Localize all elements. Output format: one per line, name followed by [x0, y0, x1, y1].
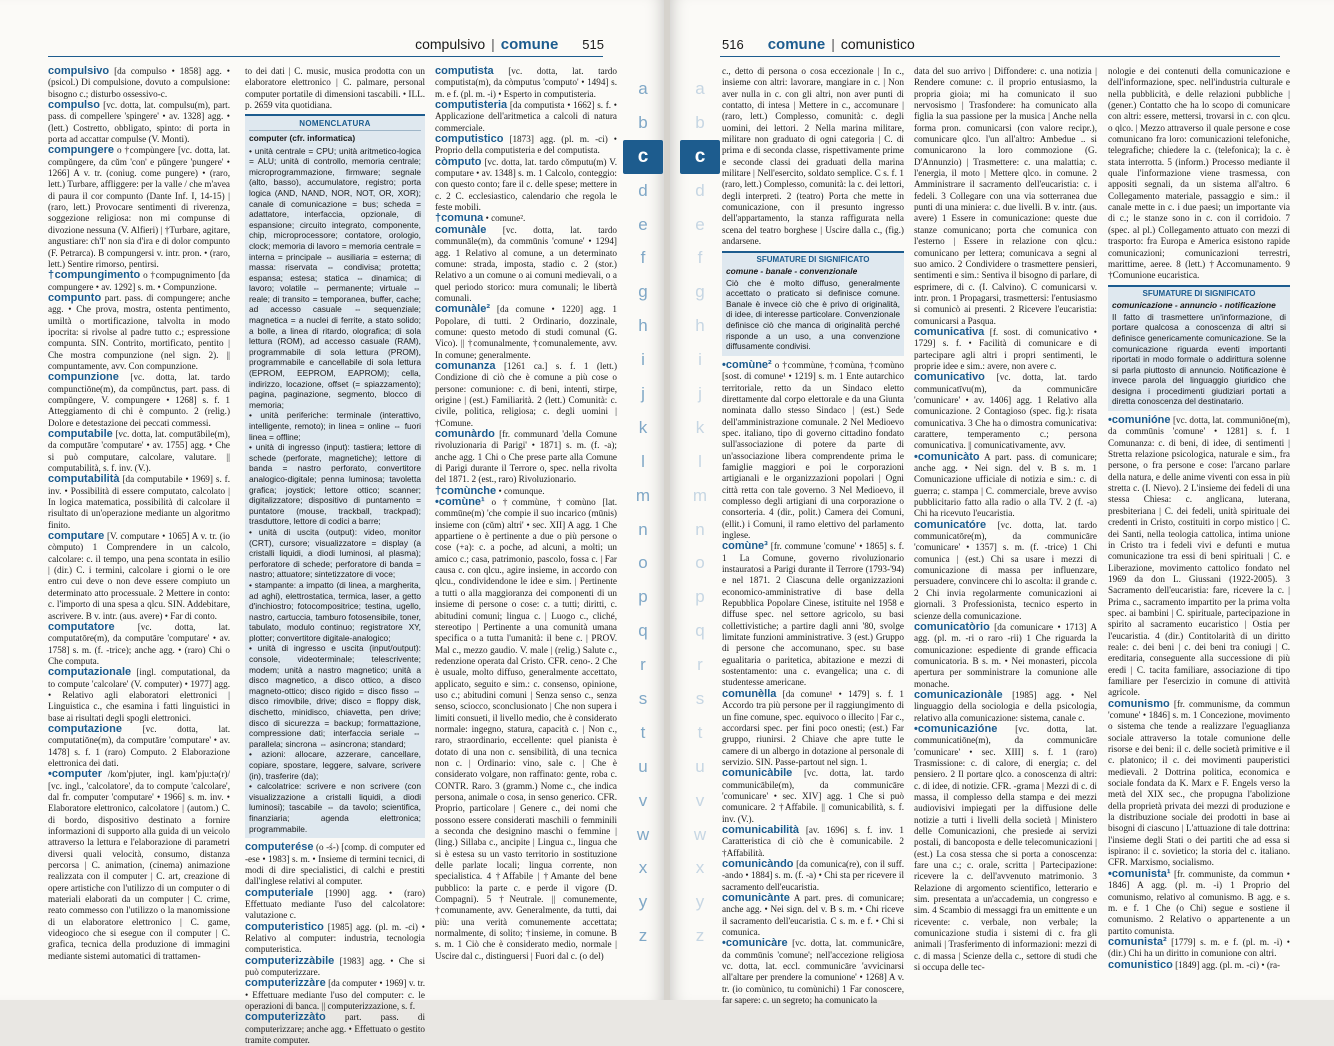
nuance-box	[722, 251, 904, 356]
entry-headword: compunto	[48, 291, 102, 304]
thumb-letter-c[interactable]: c	[680, 140, 720, 174]
thumb-letter-r[interactable]: r	[640, 655, 646, 675]
dictionary-entry	[48, 372, 230, 429]
page-number: 516	[722, 37, 744, 52]
dictionary-entry	[1108, 937, 1290, 960]
entry-headword: compulso	[48, 99, 100, 112]
thumb-letter-c[interactable]: c	[623, 140, 663, 174]
entry-headword: •comunicazióne	[914, 722, 998, 735]
thumb-letter-g[interactable]: g	[695, 282, 705, 302]
entry-headword: computeriale	[245, 886, 314, 899]
thumb-index	[623, 72, 663, 953]
thumb-letter-m[interactable]: m	[635, 485, 651, 505]
entry-headword: computeristico	[245, 920, 324, 933]
thumb-letter-s[interactable]: s	[695, 689, 705, 709]
column-1	[722, 66, 905, 1006]
entry-definition: [da compulso • 1858] agg. • (psicol.) Di compulsione, dovuto a compulsione: bisogno c.; disturbo ossessivo-c.	[48, 66, 231, 99]
dictionary-entry	[48, 270, 230, 293]
dictionary-entry	[435, 497, 617, 962]
dictionary-entry	[48, 724, 230, 769]
thumb-letter-l[interactable]: l	[698, 451, 702, 471]
entry-headword: †comùnche	[435, 484, 497, 497]
entry-definition: [ingl. computational, da to compute 'calcolare' (V. computer) • 1977] agg. • Relativo agli elaboratori elettronici | Linguistica c., che esamina i fatti linguistici in base ai risultati degli spogli elettronici.	[48, 667, 230, 723]
thumb-letter-h[interactable]: h	[638, 316, 648, 336]
thumb-letter-a[interactable]: a	[638, 79, 648, 98]
header-rule	[720, 56, 1280, 57]
dictionary-entry	[914, 327, 1097, 372]
entry-headword: comunicabilità	[722, 823, 800, 836]
nomenclature-item: • calcolatrice: scrivere e non scrivere (con visualizzazione a cristalli liquidi, a diodi luminosi); tascabile ⇔ da tavolo; scientifica, finanziaria; agenda elettronica; programmabile.	[249, 781, 421, 834]
box-subtitle: computer (cfr. informatica)	[249, 132, 356, 143]
nomenclature-item: • unità periferiche: terminale (interattivo, intelligente, remoto); in linea = online ⇔ fuori linea = offline;	[249, 410, 421, 442]
entry-continuation: c., detto di persona o cosa eccezionale | In c., insieme con altri: lavorare, mangiare in c. | Non aver nulla in c. con gli altri, non aver punti di contatto, di intesa | Mettere in c., accomunare | (raro, lett.) Complesso, comunità: c. degli uomini, dei lettori. 2 Nella marina militare, militare non graduato di ogni categoria | C. di prima e di seconda classe, rispettivamente prime e seconde classi dei graduati della marina militare | Nell'esercito, soldato semplice. C s. f. 1 (raro, lett.) Complesso, comunità: la c. dei lettori, degli interpreti. 2 (teatro) Porta che mette in comunicazione, con il presunto ingresso dell'appartamento, la stanza raffigurata nella scena del teatro borghese | Uscire dalla c., (fig.) andarsene.	[722, 66, 904, 247]
box-title: NOMENCLATURA	[249, 119, 421, 131]
thumb-letter-y[interactable]: y	[695, 892, 705, 912]
thumb-letter-v[interactable]: v	[638, 790, 648, 810]
entry-headword: computatore	[48, 620, 115, 633]
entry-continuation: nologie e dei contenuti della comunicazione e dell'informazione, spec. nell'industria culturale e nella pubblicità, e delle relazioni pubbliche | (gener.) Contatto che ha lo scopo di comunicare con altri: essere, mettersi, trovarsi in c. con qlcu. o qlco. | Mezzo attraverso il quale persone e cose comunicano fra loro: comunicazioni telefoniche, telegrafiche; chiedere la c. (telefonica); la c. è stata interrotta. 5 (inform.) Processo mediante il quale l'informazione viene trasmessa, con appositi segnali, da un sistema all'altro. 6 Collegamento materiale, passaggio e sim.: il canale mette in c. i due paesi; un importante via di c.; le stanze sono in c. con il corridoio. 7 (spec. al pl.) Collegamento attuato con mezzi di trasporto: fra Europa e America esistono rapide comunicazioni; comunicazioni terrestri, marittime, aeree. 8 (lett.) †Accomunamento. 9 †Comunione eucaristica.	[1108, 66, 1290, 281]
thumb-letter-x[interactable]: x	[638, 858, 648, 878]
entry-headword: comunèlla	[722, 687, 777, 700]
entry-headword: computerése	[245, 841, 314, 854]
thumb-letter-d[interactable]: d	[638, 180, 648, 200]
entry-definition: [fr. communisme, da commun 'comune' • 1846] s. m. 1 Concezione, movimento o sistema che tende a realizzare l'eguaglianza sociale attraverso la totale comunione delle risorse e dei beni: il c. delle società primitive e il c. platonico; il c. dei movimenti pauperistici medievali. 2 Dottrina politica, economica e sociale fondata da K. Marx e F. Engels verso la metà del XIX sec., che propugna l'abolizione della proprietà privata dei mezzi di produzione e la distribuzione sociale dei prodotti in base ai bisogni di ciascuno | L'attuazione di tale dottrina: l'insieme degli Stati o dei partiti che ad essa si ispirano: il c. sovietico; la storia del c. italiano. CFR. Marxismo, socialismo.	[1108, 698, 1291, 868]
page-number: 515	[582, 37, 604, 52]
thumb-letter-d[interactable]: d	[695, 180, 705, 200]
thumb-letter-q[interactable]: q	[638, 621, 648, 641]
entry-headword: comùne³	[722, 540, 768, 553]
entry-headword: computisteria	[435, 99, 508, 112]
thumb-letter-n[interactable]: n	[638, 519, 648, 539]
dictionary-entry	[914, 372, 1097, 451]
entry-definition: [vc. dotta, lat. compulsu(m), part. pass. di compellere 'spingere' • av. 1328] agg. • (lett.) Costretto, obbligato, spinto: di porta in porta ad accattar compulse (V. Monti).	[48, 100, 231, 145]
entry-definition: [1261 ca.] s. f. 1 (lett.) Condizione di ciò che è comune a più cose o persone: comunione: c. di beni, intenti, stirpe, origine | (est.) Familiarità. 2 (lett.) Comunità: c. civile, politica, religiosa; c. degli uomini | †Comune.	[435, 360, 618, 428]
entry-headword: compungere	[48, 144, 115, 157]
box-text: Ciò che è molto diffuso, generalmente accettato o praticato si definisce comune. Banale è invece ciò che è privo di originalità, di idee, di interesse particolare. Convenzionale definisce ciò che manca di originalità perché risponde a un uso, a una convenzione diffusamente condivisi.	[726, 277, 900, 352]
dictionary-entry	[48, 100, 230, 145]
dictionary-entry	[722, 938, 904, 1006]
box-subtitle: comunicazione - annuncio - notificazione	[1112, 300, 1276, 311]
entry-headword: †compungimento	[48, 269, 141, 282]
nuance-box	[1108, 285, 1290, 412]
entry-headword: compulsivo	[48, 65, 110, 77]
dictionary-entry	[435, 100, 617, 134]
dictionary-entry	[48, 622, 230, 667]
dictionary-entry	[722, 825, 904, 859]
entry-headword: •comunicàto	[914, 450, 980, 463]
dictionary-entry	[722, 768, 904, 825]
entry-headword: comunanza	[435, 359, 496, 372]
nomenclature-item: • unità di ingresso (input): tastiera; lettore di schede (perforate, magnetiche); lettore di banda = nastro perforato, convertitore analogico-digitale; penna luminosa; tavoletta grafica; joystick; lettore ottico; scanner; digitalizzatore; dispositivo di puntamento = puntatore (mouse, trackball, trackpad); trasduttore, lettore di codici a barre;	[249, 442, 421, 527]
dictionary-entry	[1108, 415, 1290, 699]
entry-headword: comunicativo	[914, 371, 985, 384]
entry-definition: [vc. dotta, lat. computatōre(m), da computāre 'computare' • av. 1758] s. m. (f. -trice); anche agg. • (raro) Chi o Che computa.	[48, 621, 230, 666]
entry-definition: [fr. commune 'comune' • 1865] s. f. 1 La Comune, governo rivoluzionario instauratosi a Parigi durante il Terrore (1793-'94) e nel 1871. 2 Ciascuna delle organizzazioni economico-amministrative di base della Repubblica Popolare Cinese, istituite nel 1958 e diffuse spec. nel settore agricolo, su basi collettivistiche; a partire dagli anni '80, svolge limitate funzioni amministrative. 3 (est.) Gruppo di persone che accomunano, spec. su base egualitaria o paritetica, abitazione e mezzi di sostentamento: una c. evangelica; una c. di studentesse americane.	[722, 541, 904, 688]
thumb-letter-y[interactable]: y	[638, 892, 648, 912]
entry-definition: [vc. dotta, lat. computatiōne(m), da computāre 'computare' • av. 1478] s. f. 1 (raro) Computo. 2 Elaborazione elettronica dei dati.	[48, 723, 230, 768]
entry-definition: [av. 1696] s. f. inv. 1 Caratteristica di ciò che è comunicabile. 2 †Affabilità.	[722, 824, 904, 858]
guide-separator: |	[491, 36, 495, 52]
dictionary-entry	[48, 769, 230, 962]
dictionary-entry	[48, 474, 230, 531]
entry-headword: comunicatòrio	[914, 620, 990, 633]
dictionary-entry	[435, 134, 617, 157]
dictionary-entry	[48, 145, 230, 270]
entry-headword: computistico	[435, 133, 504, 146]
entry-definition: [vc. dotta, lat. communiōne(m), da commūnis 'comune' • 1281] s. f. 1 Comunanza: c. di beni, di idee, di sentimenti | Stretta relazione psicologica, naturale e sim., fra persone, o fra persone e cose: l'arcano parlare della natura, e delle anime viventi con essa in più stretta c. (I. Nievo). 2 L'insieme dei fedeli di una stessa Chiesa: c. anglicana, luterana, presbiteriana | C. dei fedeli, unità spirituale dei credenti in Cristo, costituiti in corpo mistico | C. dei Santi, nella teologia cattolica, intima unione in Cristo tra i fedeli vivi e defunti e mutua comunicazione tra essi di beni spirituali | C. e Liberazione, movimento cattolico fondato nel 1969 da don L. Giussani (1922-2005). 3 Sacramento dell'eucaristia: fare, ricevere la c. | Prima c., sacramento impartito per la prima volta spec. ai bambini | C. spirituale, partecipazione in spirito al sacramento eucaristico | Ostia per l'eucaristia. 4 (dir.) Contitolarità di un diritto reale: c. dei beni | c. dei beni tra coniugi | C. ereditaria, conseguente alla successione di più eredi | C. tacita familiare, associazione di tipo familiare per l'esercizio in comune di attività agricole.	[1108, 415, 1290, 698]
column-2	[245, 66, 426, 1045]
entry-headword: computerizzàto	[245, 1011, 326, 1024]
thumb-letter-e[interactable]: e	[695, 214, 705, 234]
entry-definition: [vc. dotta, lat. communicāre, da commūnis 'comune'; nell'accezione religiosa vc. dotta, lat. eccl. communicāre 'avvicinarsi all'altare per prendere la comunione' • 1268] A v. tr. (io comùnico, tu comùnichi) 1 Far conoscere, far sapere: c. un segreto; ha comunicato la	[722, 938, 904, 1006]
nomenclature-item: • unità di uscita (output): video, monitor (CRT), cursore; visualizzatore = display (a cristalli liquidi, a diodi luminosi, al plasma); perforatore di schede; perforatore di banda = nastro; attuatore; sintetizzatore di voce;	[249, 526, 421, 580]
dictionary-entry	[914, 452, 1097, 520]
guide-separator: |	[831, 36, 835, 52]
entry-headword: comunistico	[1108, 958, 1173, 971]
entry-definition: [1779] s. m. e f. (pl. m. -i) • (dir.) Chi ha un diritto in comunione con altri.	[1108, 936, 1291, 959]
entry-definition: [vc. dotta, lat. communicatiōne(m), da communicāre 'comunicare' • sec. XIII] s. f. 1 (raro) Trasmissione: c. di calore, di energia; c. del pensiero. 2 Il portare qlco. a conoscenza di altri: c. di idee, di notizie. CFR. -grama | Mezzi di c. di massa, il complesso della stampa e dei mezzi audiovisivi impiegati per la diffusione delle notizie a tutti i livelli della società | Ministero delle Comunicazioni, che presiede ai servizi postali, di bancoposta e delle telecomunicazioni | (est.) La cosa stessa che si porta a conoscenza: fare una c.; c. orale, scritta | Partecipazione: ricevere la c. dell'avvenuto matrimonio. 3 Relazione di argomento scientifico, letterario e sim. presentata a un'accademia, un congresso e sim. 4 Scambio di messaggi fra un emittente e un ricevente: c. verbale, non verbale; la comunicazione studia i sistemi di c. fra gli animali | Trasferimento di informazioni: mezzi di c. di massa | Scienze della c., settore di studi che si occupa delle tec-	[914, 723, 1097, 973]
entry-headword: comunàle	[435, 223, 487, 236]
entry-definition: (o -ś-) [comp. di computer ed -ese • 1983] s. m. • Insieme di termini tecnici, di modi di dire specialistici, di calchi e prestiti dall'inglese relativi al computer.	[245, 842, 425, 887]
entry-definition: [da comune • 1220] agg. 1 Popolare, di tutti. 2 Ordinario, dozzinale, comune: questo metodo di studi comunal (G. Vico). || †comunalmente, †comunalemente, avv. In comune; generalmente.	[435, 304, 618, 360]
entry-definition: [1873] agg. (pl. m. -ci) • Proprio della computisteria e del computista.	[435, 134, 618, 156]
thumb-letter-u[interactable]: u	[695, 756, 705, 776]
entry-headword: comunicànte	[722, 892, 790, 904]
dictionary-entry	[914, 66, 1097, 327]
entry-headword: comunicazionàle	[914, 688, 1003, 701]
box-text: Il fatto di trasmettere un'informazione, di portare qualcosa a conoscenza di altri si definisce genericamente comunicazione. Se la comunicazione riguarda eventi importanti riportati in modo formale o addirittura solenne si parla piuttosto di annuncio. Notificazione è invece parola del linguaggio giuridico che designa i procedimenti giudiziari portati a diretta conoscenza del destinatario.	[1112, 311, 1286, 407]
entry-headword: comunista²	[1108, 935, 1167, 948]
dictionary-entry	[435, 304, 617, 361]
dictionary-entry	[1108, 869, 1290, 937]
dictionary-entry	[914, 690, 1097, 724]
dictionary-entry	[245, 842, 425, 887]
dictionary-entry	[48, 429, 230, 474]
entry-headword: computerizzàre	[245, 977, 326, 990]
entry-headword: computazionale	[48, 666, 132, 679]
dictionary-entry	[435, 429, 617, 486]
dictionary-entry	[435, 361, 617, 429]
entry-headword: computazione	[48, 722, 122, 735]
thumb-letter-w[interactable]: w	[636, 824, 650, 844]
entry-definition: [da computista • 1662] s. f. • Applicazione dell'aritmetica a calcoli di natura commerciale.	[435, 100, 617, 133]
column-2	[914, 66, 1097, 973]
entry-headword: computabile	[48, 428, 113, 440]
thumb-letter-i[interactable]: i	[641, 350, 645, 370]
nomenclature-item: • unità centrale = CPU; unità aritmetico-logica = ALU; unità di controllo, memoria centrale; microprogrammazione, firmware; segnale (alto, basso), accumulatore, registro; porta logica (AND, NAND, NOR, NOT, OR, XOR); canale di comunicazione = bus; scheda = adattatore, interfaccia, opzionale, di espansione; circuito integrato, componente, chip, microprocessore; contatore, orologio, clock; memoria di lavoro = memoria centrale = interna = principale ⇔ ausiliaria = esterna; di massa: riservata ⇔ condivisa; protetta; espansa; estesa; statica ⇔ dinamica; di lavoro; volatile ⇔ permanente; virtuale ⇔ reale; di transito = temporanea, buffer, cache; ad accesso casuale ⇔ sequenziale; magnetica = a nuclei di ferrite, a stato solido; a bolle, a linea di ritardo, olografica; di sola lettura (ROM), ad accesso casuale (RAM), programmabile di sola lettura (PROM), programmabile e cancellabile di sola lettura (EPROM, EEPROM, EAPROM); cella, indirizzo, locazione, offset (= spiazzamento); pagina, paginazione, segmento, blocco di memoria;	[249, 145, 421, 410]
dictionary-entry	[245, 1012, 425, 1046]
dictionary-entry	[722, 859, 904, 893]
running-head-right	[722, 36, 915, 53]
thumb-letter-m[interactable]: m	[692, 485, 708, 505]
dictionary-entry	[1108, 960, 1290, 971]
dictionary-entry	[435, 157, 617, 214]
entry-definition: [1990] agg. • (raro) Effettuato mediante l'uso del calcolatore: valutazione c.	[245, 887, 426, 921]
entry-definition: [da computabile • 1969] s. f. inv. • Possibilità di essere computato, calcolato | In logica matematica, possibilità di calcolare il risultato di un'operazione mediante un algoritmo finito.	[48, 474, 231, 530]
thumb-letter-u[interactable]: u	[638, 756, 648, 776]
thumb-letter-k[interactable]: k	[695, 417, 705, 437]
entry-definition: [f. sost. di comunicativo • 1729] s. f. • Facilità di comunicare e di partecipare agli altri i propri sentimenti, le proprie idee e sim.: avere, non avere c.	[914, 326, 1097, 371]
thumb-letter-e[interactable]: e	[638, 214, 648, 234]
box-title: SFUMATURE DI SIGNIFICATO	[756, 254, 870, 264]
thumb-letter-p[interactable]: p	[695, 587, 705, 607]
entry-definition: [fr. communiste, da commun • 1846] A agg. (pl. m. -i) 1 Proprio del comunismo, relativo al comunismo. B agg. e s. m. e f. 1 Che (o Chi) segue e sostiene il comunismo. 2 Relativo o appartenente a un partito comunista.	[1108, 868, 1290, 936]
running-head-left	[415, 36, 604, 53]
right-page	[670, 0, 1334, 1006]
entry-headword: •computer	[48, 768, 102, 781]
entry-definition: data del suo arrivo | Diffondere: c. una notizia | Rendere comune: c. il proprio entusiasmo, la propria gioia; mi ha comunicato il suo nervosismo | Trasfondere: ha comunicato alla figlia la sua passione per la musica | Anche nella forma pron. comunicarsi (con valore recipr.), comunicare qlco. l'un all'altro: Ambedue .. si comunicarono la loro commozione (G. D'Annunzio) | Trasmettere: c. una malattia; c. l'energia, il moto | Mettere qlco. in comune. 2 Amministrare il sacramento dell'eucaristia: c. i fedeli. 3 Collegare con una via sotterranea due punti di una miniera: c. due livelli. B v. intr. (aus. avere) 1 Essere in comunicazione: queste due stanze comunicano; porta che comunica con l'esterno | Essere in relazione con qlcu.: comunicano per lettera; comunicava a segni al suo amico. 2 Condividere o trasmettere pensieri, sentimenti e sim.: Sentiva il bisogno di parlare, di esprimere, di c. (I. Calvino). C comunicarsi v. intr. pron. 1 Propagarsi, trasmettersi: l'entusiasmo si comunicò ai presenti. 2 Ricevere l'eucaristia: comunicarsi a Pasqua.	[914, 66, 1097, 326]
entry-definition: • comunque.	[498, 485, 545, 496]
entry-definition: [vc. dotta, lat. computābile(m), da computāre 'computare' • av. 1755] agg. • Che si può computare, calcolare, valutare. || computabilità, s. f. inv. (V.).	[48, 429, 230, 474]
entry-headword: comunàrdo	[435, 428, 495, 440]
dictionary-entry	[245, 978, 425, 1012]
thumb-letter-i[interactable]: i	[698, 350, 702, 370]
entry-definition: o †compugnimento [da compungere • av. 1292] s. m. • Compunzione.	[48, 270, 230, 292]
thumb-letter-g[interactable]: g	[638, 282, 648, 302]
thumb-letter-j[interactable]: j	[641, 384, 645, 404]
entry-headword: •comunicàre	[722, 937, 788, 950]
entry-headword: comunicatóre	[914, 518, 987, 531]
dictionary-entry	[48, 667, 230, 724]
thumb-letter-t[interactable]: t	[640, 722, 646, 742]
entry-headword: •comunióne	[1108, 414, 1171, 427]
entry-headword: •comùne¹	[435, 496, 485, 509]
thumb-letter-p[interactable]: p	[638, 587, 648, 607]
thumb-letter-t[interactable]: t	[697, 722, 703, 742]
entry-definition: [da comune¹ • 1479] s. f. 1 Accordo tra più persone per il raggiungimento di un fine comune, spec. equivoco o illecito | Far c., accordarsi spec. per fini poco onesti; (est.) Far gruppo, riunirsi. 2 Chiave che apre tutte le camere di un albergo in dotazione al personale di servizio. SIN. Passe-partout nel sign. 1.	[722, 688, 905, 767]
entry-headword: comunicàbile	[722, 767, 793, 780]
entry-definition: part. pass. di computerizzare; anche agg. • Effettuato o gestito tramite computer.	[245, 1012, 425, 1045]
thumb-letter-s[interactable]: s	[638, 689, 648, 709]
header-rule	[48, 56, 603, 57]
nomenclature-item: • azioni: allocare, azzerare, cancellare, copiare, spostare, leggere, salvare, scrivere (in), trasferire (da);	[249, 749, 421, 781]
dictionary-entry	[48, 293, 230, 372]
entry-definition: [V. computare • 1065] A v. tr. (io còmputo) 1 Comprendere in un calcolo, calcolare: c. il tempo, una pena scontata in esilio | (dir.) C. i termini, calcolare i giorni o le ore entro cui deve o non deve essere compiuto un determinato atto processuale. 2 Mettere in conto: c. l'importo di una spesa a qlcu. SIN. Addebitare, ascrivere. B v. intr. (aus. avere) • Far di conto.	[48, 531, 230, 621]
entry-definition: o †commùne, †comùna, †comùno [sost. di comune¹ • 1219] s. m. 1 Ente autarchico territoriale, retto da un Sindaco eletto direttamente dal corpo elettorale e da una Giunta nominata dallo stesso Sindaco | (est.) Sede dell'amministrazione comunale. 2 Nel Medioevo spec. italiano, tipo di governo cittadino fondato sull'associazione di potere da parte di un'associazione libera comprendente prima le famiglie maggiori e poi le corporazioni artigianali e le organizzazioni popolari | Ogni città retta con tale governo. 3 Nel Medioevo, il complesso degli artigiani di una corporazione o consorteria. 4 (dir., polit.) Camera dei Comuni, (ellit.) i Comuni, il ramo elettivo del parlamento inglese.	[722, 359, 904, 540]
entry-definition: A part. pres. di comunicare; anche agg. • Nei sign. del v. B s. m. • Chi riceve il sacramento dell'eucaristia. C s. m. e f. • Chi si comunica.	[722, 893, 904, 938]
dictionary-entry	[722, 689, 904, 768]
dictionary-entry	[435, 66, 617, 100]
dictionary-entry	[722, 893, 904, 938]
dictionary-entry	[48, 531, 230, 622]
thumb-letter-b[interactable]: b	[638, 112, 648, 132]
thumb-letter-f[interactable]: f	[640, 248, 646, 268]
column-3	[435, 65, 618, 961]
entry-definition: [da comunicare • 1713] A agg. (pl. m. -ri o raro -rii) 1 Che riguarda la comunicazione: espediente di grande efficacia comunicatoria. B s. m. • Nei monasteri, piccola apertura per somministrare la comunione alle monache.	[914, 621, 1097, 689]
guide-word-last: comune	[500, 36, 559, 53]
column-1	[48, 65, 231, 961]
thumb-letter-l[interactable]: l	[641, 451, 645, 471]
entry-headword: computista	[435, 65, 494, 77]
thumb-letter-q[interactable]: q	[695, 621, 705, 641]
dictionary-entry	[245, 956, 425, 979]
column-3-entries	[1108, 415, 1290, 971]
entry-headword: •comùne²	[722, 358, 772, 371]
entry-definition: [da computer • 1969] v. tr. • Effettuare mediante l'uso del computer: c. le operazioni di banca. || computerizzazione, s. f.	[245, 978, 425, 1011]
thumb-letter-z[interactable]: z	[638, 926, 648, 946]
thumb-letter-x[interactable]: x	[695, 858, 705, 878]
thumb-letter-a[interactable]: a	[695, 79, 705, 98]
nomenclature-item: • stampante: a impatto (di linea, a margherita, ad aghi), elettrostatica, termica, laser, a getto d'inchiostro; fotocompositrice; testina, ugello, nastro, cartuccia, tamburo fotosensibile, toner, tabulato, modulo continuo; registratore XY, plotter; convertitore digitale-analogico;	[249, 579, 421, 643]
entry-continuation: to dei dati | C. music, musica prodotta con un elaboratore elettronico | C. palmare, personal computer portatile di dimensioni tascabili. • ILL. p. 2659 vita quotidiana.	[245, 66, 425, 111]
dictionary-entry	[48, 66, 230, 100]
entry-headword: comunicàndo	[722, 857, 794, 870]
dictionary-entry	[722, 541, 904, 688]
entry-headword: compunzione	[48, 371, 119, 384]
entry-definition: o †compùngere [vc. dotta, lat. compŭngere, da cŭm 'con' e pŭngere 'pungere' • 1266] A v. tr. (coniug. come pungere) • (raro, lett.) Turbare, affliggere: per la valle / che m'avea di paura il cor compunto (Dante Inf. I, 14-15) | (raro, lett.) Provocare sentimenti di riverenza, soggezione religiosa: non mi compunse di divozione nessuna (V. Alfieri) | †Turbare, agitare, angustiare: ch'I' non sia d'ira e di dolor compunto (F. Petrarca). B compungersi v. intr. pron. • (raro, lett.) Sentire rimorso, pentirsi.	[48, 145, 230, 269]
thumb-letter-h[interactable]: h	[695, 316, 705, 336]
entry-definition: [1849] agg. (pl. m. -ci) • (ra-	[1175, 959, 1281, 970]
guide-word-first: compulsivo	[415, 36, 486, 52]
thumb-letter-z[interactable]: z	[695, 926, 705, 946]
thumb-letter-r[interactable]: r	[697, 655, 703, 675]
entry-headword: còmputo	[435, 155, 482, 168]
thumb-letter-j[interactable]: j	[698, 384, 702, 404]
entry-definition: [fr. communard 'della Comune rivoluzionaria di Parigi' • 1871] s. m. (f. -a); anche agg. 1 Chi o Che prese parte alla Comune di Parigi durante il Terrore o, spec. nella rivolta del 1871. 2 (est., raro) Rivoluzionario.	[435, 429, 618, 485]
thumb-letter-b[interactable]: b	[695, 112, 705, 132]
thumb-index	[680, 72, 720, 953]
entry-definition: part. pass. di compungere; anche agg. • Che prova, mostra, ostenta pentimento, umiltà o mortificazione, talvolta in modo ipocrita: si rivolse al padre tutto c.; espressione compunta. SIN. Contrito, mortificato, pentito | Che mostra compunzione (nel sign. 2). || compuntamente, avv. Con compunzione.	[48, 292, 231, 371]
dictionary-entry	[722, 360, 904, 542]
entry-headword: computare	[48, 530, 105, 543]
entry-definition: [vc. dotta, lat. tardo communicābile(m), da communicāre 'comunicare' • sec. XIV] agg. 1 Che si può comunicare. 2 †Affabile. || comunicabilità, s. f. inv. (V.).	[722, 768, 905, 824]
dictionary-entry	[914, 622, 1097, 690]
entry-headword: comunismo	[1108, 697, 1170, 710]
entry-definition: [vc. dotta, lat. tardo communicatōre(m), da communicāre 'comunicare' • 1357] s. m. (f. -trice) 1 Chi comunica | (est.) Chi sa usare i mezzi di comunicazione di massa per influenzare, persuadere, convincere chi lo ascolta: il grande c. 2 Chi invia regolarmente comunicazioni ai giornali. 3 Professionista, tecnico esperto in scienze della comunicazione.	[914, 519, 1097, 621]
entry-headword: computabilità	[48, 473, 120, 486]
thumb-letter-f[interactable]: f	[697, 248, 703, 268]
guide-word-first: comune	[767, 36, 826, 53]
thumb-letter-v[interactable]: v	[695, 790, 705, 810]
dictionary-entry	[914, 724, 1097, 974]
dictionary-entry	[1108, 699, 1290, 869]
entry-definition: [da comunica(re), con il suff. -ando • 1884] s. m. (f. -a) • Chi sta per ricevere il sacramento dell'eucaristia.	[722, 858, 904, 892]
dictionary-entry	[245, 922, 425, 956]
entry-definition: • comune².	[485, 213, 526, 224]
column-3	[1108, 66, 1291, 971]
box-title: SFUMATURE DI SIGNIFICATO	[1142, 288, 1256, 298]
entry-definition: [vc. dotta, lat. tardo computista(m), da còmputus 'computo' • 1494] s. m. e f. (pl. m. -i) • Esperto in computisteria.	[435, 66, 617, 99]
dictionary-entry	[245, 888, 425, 922]
dictionary-entry	[435, 225, 617, 304]
entry-definition: [1985] agg. • Nel linguaggio della sociologia e della psicologia, relativo alla comunicazione: sistema, canale c.	[914, 689, 1097, 723]
thumb-letter-o[interactable]: o	[638, 553, 648, 573]
dictionary-entry	[914, 520, 1097, 622]
nomenclatura-box	[245, 114, 425, 838]
entry-headword: comunicativa	[914, 325, 985, 338]
box-subtitle: comune - banale - convenzionale	[726, 266, 858, 277]
left-page	[0, 0, 664, 1045]
thumb-letter-o[interactable]: o	[695, 553, 705, 573]
column-1-entries	[722, 360, 904, 1007]
entry-definition: [vc. dotta, lat. tardo compunctiōne(m), da compŭnctus, part. pass. di compŭngere, V. compungere • 1268] s. f. 1 Atteggiamento di chi è compunto. 2 (relig.) Dolore e detestazione dei peccati commessi.	[48, 372, 230, 428]
entry-definition: [1983] agg. • Che si può computerizzare.	[245, 955, 426, 977]
thumb-letter-n[interactable]: n	[695, 519, 705, 539]
entry-definition: [vc. dotta, lat. tardo communāle(m), da commūnis 'comune' • 1294] agg. 1 Relativo al comune, a un determinato comune: strada, imposta, stadio c. 2 (stor.) Relativo a un comune o ai comuni medievali, o a quel periodo storico: mura comunali; le libertà comunali.	[435, 224, 618, 303]
entry-definition: [1985] agg. (pl. m. -ci) • Relativo al computer: industria, tecnologia computeristica.	[245, 921, 426, 955]
entry-headword: computerizzàbile	[245, 954, 335, 967]
entry-definition: [vc. dotta, lat. tardo communicatīvu(m), da communicāre 'comunicare' • av. 1406] agg. 1 Relativo alla comunicazione. 2 Contagioso (spec. fig.): risata comunicativa. 3 Che ha o dimostra comunicativa: carattere, temperamento c.; persona comunicativa. || comunicativamente, avv.	[914, 372, 1097, 451]
column-2-entries	[245, 842, 425, 1046]
entry-definition: A part. pass. di comunicare; anche agg. • Nei sign. del v. B s. m. 1 Comunicazione ufficiale di notizia e sim.: c. di guerra; c. stampa | C. commerciale, breve avviso pubblicitario fatto alla radio o alla TV. 2 (f. -a) Chi ha ricevuto l'eucaristia.	[914, 451, 1097, 519]
nomenclature-item: • unità di ingresso e uscita (input/output): console, videoterminale; telescrivente; modem; unità a nastro magnetico; unità a disco magnetico, a disco ottico, a disco magneto-ottico; disco rigido = disco fisso ⇔ disco rimovibile, drive; disco = floppy disk, dischetto, minidisco, chiavetta, pen drive; disco di sicurezza = backup; formattazione, compressione dati; interfaccia seriale ⇔ parallela; sincrona ⇔ asincrona; standard;	[249, 643, 421, 749]
entry-definition: /kom'pjuter, ingl. kəm'pju:tə(r)/ [vc. ingl., 'calcolatore', da to compute 'calcolare', dal fr. computer 'computare' • 1966] s. m. inv. • Elaboratore elettronico, calcolatore | (autom.) C. di bordo, dispositivo destinato a fornire informazioni di supporto alla guida di un veicolo attraverso la lettura e l'elaborazione di parametri diversi quali velocità, consumo, distanza percorsa | C. animation, (cinema) animazione realizzata con il computer | C. art, creazione di opere artistiche con l'utilizzo di un computer o di materiali elaborati da un computer | C. crime, reato commesso con l'utilizzo o la manomissione di un elaboratore elettronico | C. game, videogioco che si esegue con il computer | C. grafica, tecnica della produzione di immagini mediante sistemi automatici di trattamen-	[48, 769, 231, 961]
box-items	[249, 146, 421, 835]
guide-word-last: comunistico	[840, 36, 915, 52]
entry-definition: [vc. dotta, lat. tardo cŏmputu(m) V. computare • av. 1348] s. m. 1 Calcolo, conteggio: con questo conto; fare il c. delle spese; mettere in c. 2 C. ecclesiastico, calendario che regola le feste mobili.	[435, 156, 617, 213]
thumb-letter-w[interactable]: w	[693, 824, 707, 844]
entry-definition: o †commùne, †comùno [lat. commūne(m) 'che compie il suo incarico (mūnis) insieme con (cŭm) altri' • sec. XII] A agg. 1 Che appartiene o è pertinente a due o più persone o cose (+a): c. a poche, ad alcuni, a molti; un amico c.; casa, patrimonio, pascolo, fossa c. | Far causa c. con qlcu., agire insieme, in accordo con qlcu., condividendone le idee e sim. | Pertinente a tutti o alla maggioranza dei componenti di un insieme di persone o cose: c. a tutti; diritti, c. abitudini comuni; lingua c. | Luogo c., cliché, stereotipo | Pertinente a una comunità umana specifica o a tutta l'umanità: il bene c. | PROV. Mal c., mezzo gaudio. V. male | (relig.) Salute c., redenzione operata dal Cristo. CFR. ceno-. 2 Che è usuale, molto diffuso, generalmente accettato, applicato, seguito e sim.: c. consenso, opinione, uso c.; abitudini comuni | Senza senso c., senza senso, sciocco, sconclusionato | Che non supera i limiti consueti, il livello medio, che è considerato normale: ingegno, statura, capacità c. | Non c., raro, straordinario, eccellente: quel pianista è dotato di una non c. sensibilità, di una tecnica non c. | Ordinario: vino, sale c. | Che è considerato volgare, non raffinato: gente, roba c. CONTR. Raro. 3 (gramm.) Nome c., che indica persona, animale o cosa, in senso generico. CFR. Proprio, particolare | Genere c., dei nomi che possono essere considerati maschili o femminili a seconda che designino maschi o femmine | (ling.) Sillaba c., ancipite | Lingua c., lingua che si è estesa su un vasto territorio in sostituzione delle parlate locali; lingua corrente, non specialistica. 4 †Affabile | †Amante del bene pubblico: la parte c. e perde il vigore (D. Compagni). 5 †Neutrale. || comunemente, †comunamente, avv. Generalmente, da tutti, dai più: una verità comunemente accettata; normalmente, di solito; †insieme, in comune. B s. m. 1 Ciò che è considerato medio, normale | Uscire dal c., distinguersi | Fuori dal c. (o del)	[435, 497, 618, 961]
entry-headword: •comunista¹	[1108, 867, 1171, 880]
entry-headword: †comuna	[435, 212, 484, 225]
thumb-letter-k[interactable]: k	[638, 417, 648, 437]
entry-headword: comunàle²	[435, 303, 491, 316]
